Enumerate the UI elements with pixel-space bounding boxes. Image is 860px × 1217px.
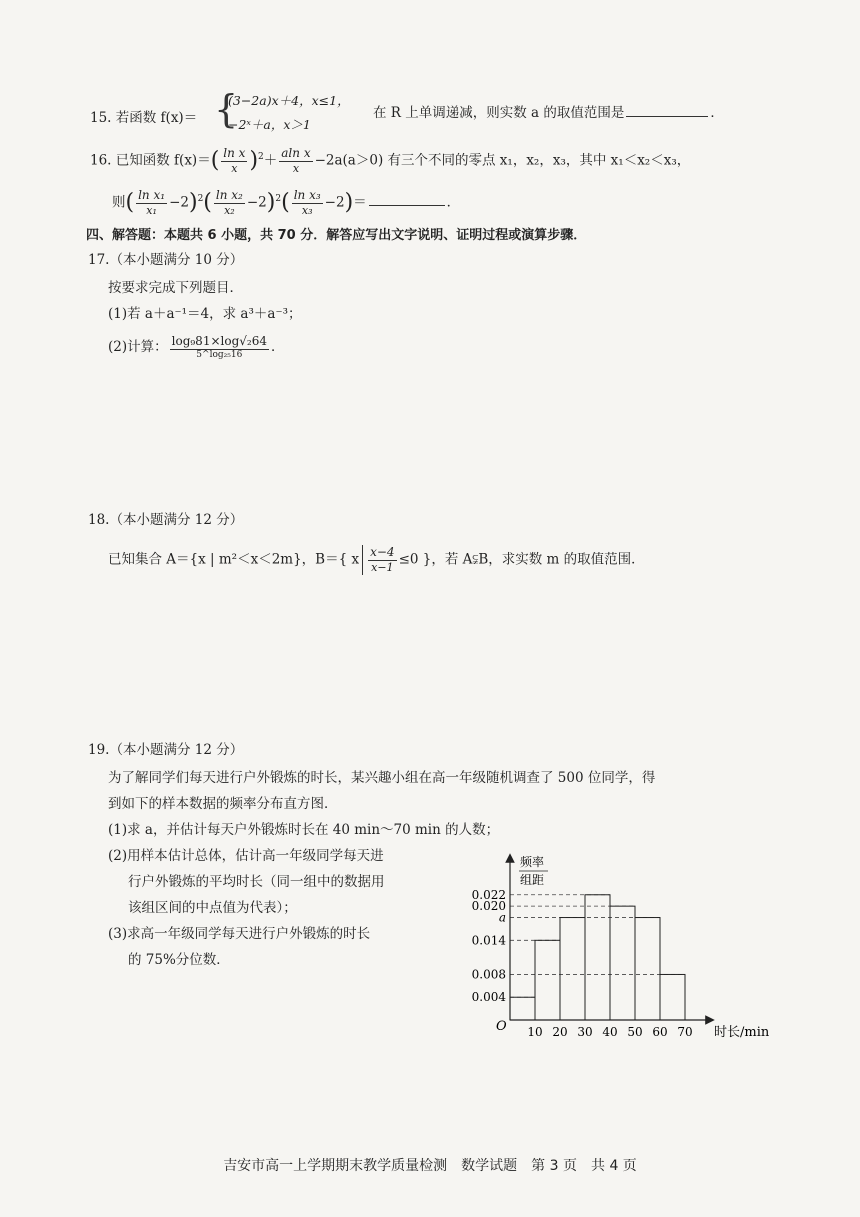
histogram-bar <box>610 906 635 1020</box>
histogram-bar <box>635 918 660 1020</box>
histogram-bar <box>660 974 685 1020</box>
y-label-num: 频率 <box>520 855 545 869</box>
q17-intro: 按要求完成下列题目． <box>108 280 243 296</box>
y-tick-label: 0.014 <box>471 933 506 948</box>
histogram-chart <box>460 850 790 1050</box>
q16-line1: 16. 已知函数 f(x)＝( $\frac{\text{ln x}}{x}$ )$^2$＋ $\frac{\text{aln x}}{x}$ −2a(a＞0) 有三个不同的零点 x₁，x₂，x₃，其中 x₁＜x₂＜x₃， <box>90 146 691 175</box>
histogram-bar <box>535 940 560 1020</box>
q17-part1: (1)若 a＋a⁻¹＝4，求 a³＋a⁻³； <box>108 306 302 322</box>
x-tick-label: 20 <box>552 1025 568 1039</box>
q15-case1: (3−2a)x＋4，x≤1， <box>228 93 350 108</box>
y-tick-label: a <box>498 910 506 925</box>
q16-line2: 则( $\frac{\text{ln x₁}}{\text{x₁}}$ −2)$^2$( $\frac{\text{ln x₂}}{\text{x₂}}$ −2)$^2$( $\frac{\text{ln x₃}}{\text{x₃}}$ −2)＝ ． <box>112 188 461 217</box>
q15-suffix: 在 R 上单调递减，则实数 a 的取值范围是 ． <box>373 105 724 121</box>
x-tick-label: 30 <box>577 1025 593 1039</box>
y-tick-label: 0.022 <box>471 887 506 902</box>
q15-brace: { <box>214 87 239 131</box>
q15-case2: −2ˣ＋a，x＞1 <box>228 117 311 132</box>
q19-part2-l2: 行户外锻炼的平均时长（同一组中的数据用 <box>128 874 385 890</box>
origin-label: O <box>496 1019 507 1034</box>
histogram-bar <box>585 895 610 1020</box>
y-tick-label: 0.008 <box>471 967 506 982</box>
y-label-den: 组距 <box>520 873 545 887</box>
x-tick-label: 60 <box>652 1025 668 1039</box>
q19-part2-l3: 该组区间的中点值为代表）； <box>128 900 297 916</box>
q18-header: 18.（本小题满分 12 分） <box>88 512 244 528</box>
page-footer: 吉安市高一上学期期末教学质量检测 数学试题 第 3 页 共 4 页 <box>223 1158 637 1174</box>
q19-line1: 为了解同学们每天进行户外锻炼的时长，某兴趣小组在高一年级随机调查了 500 位同学，得 <box>108 770 656 786</box>
x-tick-label: 40 <box>602 1025 618 1039</box>
q19-header: 19.（本小题满分 12 分） <box>88 742 244 758</box>
q19-line2: 到如下的样本数据的频率分布直方图． <box>108 796 338 812</box>
y-tick-label: 0.020 <box>471 899 506 914</box>
q18-text: 已知集合 A＝{x | m²＜x＜2m}，B＝{ x $\frac{x-4}{x-1}$ ≤0 }，若 A⫋B，求实数 m 的取值范围． <box>108 545 645 575</box>
q19-part3-l1: (3)求高一年级同学每天进行户外锻炼的时长 <box>108 926 371 942</box>
q19-part2-l1: (2)用样本估计总体，估计高一年级同学每天进 <box>108 848 384 864</box>
histogram-bar <box>510 997 535 1020</box>
x-tick-label: 50 <box>627 1025 643 1039</box>
q19-part3-l2: 的 75%分位数． <box>128 952 230 968</box>
q15-prefix: 15. 若函数 f(x)＝ <box>90 110 198 126</box>
x-axis-label: 时长/min <box>714 1025 770 1040</box>
q17-part2: (2)计算： $\frac{\text{log₉81×log√₂64}}{\text{5\textasciicircum{}log₂₅16}}$ ． <box>108 334 285 360</box>
histogram-bar <box>560 918 585 1020</box>
section-heading: 四、解答题：本题共 6 小题，共 70 分．解答应写出文字说明、证明过程或演算步骤． <box>86 228 587 243</box>
x-tick-label: 10 <box>527 1025 543 1039</box>
q19-part1: (1)求 a，并估计每天户外锻炼时长在 40 min～70 min 的人数； <box>108 822 500 838</box>
q17-header: 17.（本小题满分 10 分） <box>88 252 244 268</box>
x-tick-label: 70 <box>677 1025 693 1039</box>
y-tick-label: 0.004 <box>471 990 506 1005</box>
